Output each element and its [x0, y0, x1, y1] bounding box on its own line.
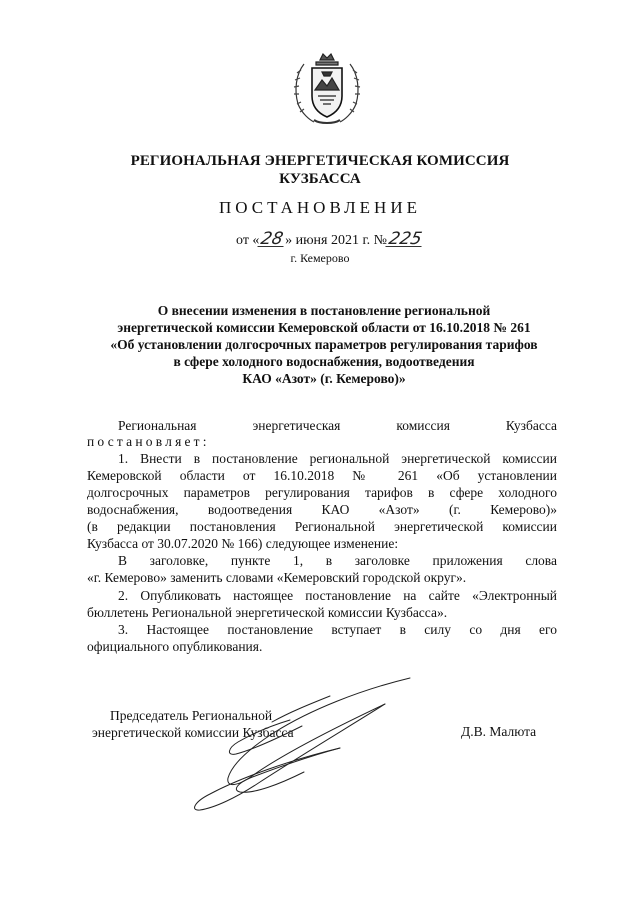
body-line: В заголовке, пункте 1, в заголовке приложения слова [118, 553, 557, 568]
title-line: КАО «Азот» (г. Кемерово)» [242, 371, 406, 386]
body-line: долгосрочных параметров регулирования тарифов в сфере холодного [87, 485, 557, 500]
title-line: «Об установлении долгосрочных параметров регулирования тарифов [110, 337, 538, 352]
body-line: Региональная энергетическая комиссия Кузбасса [118, 418, 557, 433]
title-line: в сфере холодного водоснабжения, водоотведения [173, 354, 475, 369]
document-type: ПОСТАНОВЛЕНИЕ [218, 198, 421, 217]
body-line: Кузбасса от 30.07.2020 № 166) следующее изменение: [87, 536, 399, 551]
body-line: «г. Кемерово» заменить словами «Кемеровский городской округ». [87, 570, 467, 585]
body-line: водоснабжения, водоотведения КАО «Азот» (г. Кемерово)» [87, 502, 557, 517]
title-line: О внесении изменения в постановление региональной [157, 303, 491, 318]
body-line: бюллетень Региональной энергетической комиссии Кузбасса». [87, 605, 448, 620]
handwritten-day: 28 [259, 229, 286, 249]
body-line: Кемеровской области от 16.10.2018 № 261 «Об установлении [87, 468, 557, 483]
organization-name-line1: РЕГИОНАЛЬНАЯ ЭНЕРГЕТИЧЕСКАЯ КОМИССИЯ [130, 153, 510, 169]
body-line: постановляет: [87, 434, 210, 449]
title-line: энергетической комиссии Кемеровской области от 16.10.2018 № 261 [117, 320, 531, 335]
body-line: официального опубликования. [87, 639, 263, 654]
signatory-name: Д.В. Малюта [461, 724, 537, 739]
coat-of-arms-emblem [292, 50, 362, 128]
signatory-position-line1: Председатель Региональной [110, 708, 273, 723]
organization-name-line2: КУЗБАССА [279, 171, 361, 187]
date-prefix: от « [236, 233, 260, 248]
date-mid: » июня 2021 г. № [285, 233, 387, 248]
body-line: 1. Внести в постановление региональной энергетической комиссии [118, 451, 557, 466]
handwritten-number: 225 [386, 229, 424, 249]
body-line: 3. Настоящее постановление вступает в силу со дня его [118, 622, 557, 637]
city: г. Кемерово [290, 251, 350, 265]
handwritten-signature [180, 660, 420, 820]
signatory-position-line2: энергетической комиссии Кузбасса [92, 725, 294, 740]
body-line: (в редакции постановления Региональной энергетической комиссии [87, 519, 557, 534]
date-line [236, 229, 424, 249]
body-line: 2. Опубликовать настоящее постановление на сайте «Электронный [118, 588, 557, 603]
